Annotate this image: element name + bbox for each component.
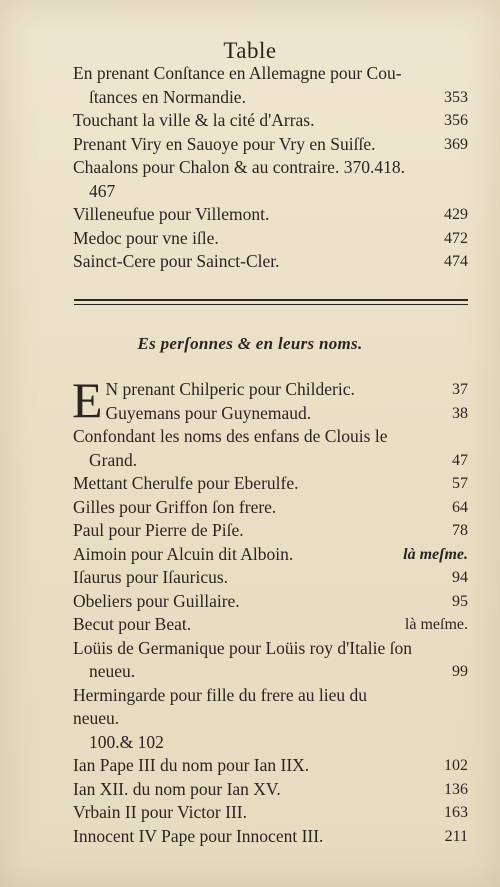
entry-text: Innocent IV Pape pour Innocent III.: [73, 825, 324, 846]
first-entry: [72, 372, 468, 428]
entry-text: Chaalons pour Chalon & au contraire. 370.418.: [73, 157, 405, 177]
page-number: 94: [452, 569, 468, 586]
entry-text: En prenant Conſtance en Allemagne pour Cou-: [73, 63, 402, 83]
entry-text: Gilles pour Griffon ſon frere.: [73, 496, 277, 517]
page-number: 163: [444, 804, 468, 821]
page-number: 472: [444, 229, 468, 247]
index-entry: [73, 613, 468, 637]
index-entry: [73, 402, 468, 426]
page-number: 102: [444, 757, 468, 774]
page-number: 64: [452, 498, 468, 516]
index-entry: [73, 227, 468, 251]
entry-text: Prenant Viry en Sauoye pour Vry en Suiſſe.: [73, 133, 376, 154]
index-entry: [73, 825, 468, 849]
section-divider-thin: [74, 304, 468, 305]
entry-text: Iſaurus pour Iſauricus.: [73, 567, 229, 587]
index-entry: [73, 684, 468, 755]
page-number: 38: [452, 404, 468, 422]
section-divider-thick: [74, 299, 468, 301]
entry-text: Vrbain II pour Victor III.: [73, 802, 247, 822]
entry-text: Paul pour Pierre de Piſe.: [73, 520, 244, 540]
index-entry: [73, 590, 468, 614]
entry-text: Villeneufue pour Villemont.: [73, 204, 270, 224]
entry-text: Ian Pape III du nom pour Ian IIX.: [73, 755, 310, 775]
entry-text: Becut pour Beat.: [73, 614, 192, 634]
entry-text: Hermingarde pour fille du frere au lieu du neueu.: [73, 684, 367, 728]
page-number: 47: [452, 451, 468, 469]
index-entry: [73, 156, 468, 203]
entry-text: Confondant les noms des enfans de Clouis le: [73, 426, 388, 446]
entry-continuation: 100.& 102: [89, 731, 164, 752]
index-entry: [73, 133, 468, 157]
index-entry: [73, 543, 468, 567]
index-entry: [73, 109, 468, 133]
index-entry: [73, 801, 468, 825]
place-index-list: [73, 62, 468, 274]
section-title: Es perſonnes & en leurs noms.: [137, 334, 363, 353]
entry-text: N prenant Chilperic pour Childeric.: [105, 379, 355, 399]
entry-continuation: neueu.: [89, 661, 136, 681]
page-number: 95: [452, 592, 468, 610]
entry-text: Medoc pour vne iſle.: [73, 227, 219, 248]
index-entry: [73, 472, 468, 496]
index-entry: [73, 778, 468, 802]
entry-text: Aimoin pour Alcuin dit Alboin.: [73, 543, 294, 564]
index-entry: [73, 566, 468, 590]
page-number: là meſme.: [403, 545, 468, 563]
page-number: 211: [444, 827, 468, 845]
page-number: 57: [452, 475, 468, 492]
page-number: 136: [444, 780, 468, 798]
page-number: 429: [444, 206, 468, 223]
entry-text: Touchant la ville & la cité d'Arras.: [73, 110, 315, 130]
entry-text: Loüis de Germanique pour Loüis roy d'Italie ſon: [73, 637, 412, 658]
index-entry: [73, 496, 468, 520]
drop-capital: E: [72, 372, 103, 428]
person-index-list: [73, 425, 468, 848]
index-entry: [73, 754, 468, 778]
index-entry: [73, 250, 468, 274]
index-entry: [73, 378, 468, 402]
page-number: 37: [452, 381, 468, 398]
entry-text: Ian XII. du nom pour Ian XV.: [73, 778, 281, 799]
page-number: 474: [444, 253, 468, 270]
page-number: 353: [444, 88, 468, 106]
entry-text: Obeliers pour Guillaire.: [73, 590, 240, 611]
index-entry: [73, 637, 468, 684]
page-number: là meſme.: [404, 616, 468, 633]
index-entry: [73, 519, 468, 543]
entry-text: Guyemans pour Guynemaud.: [105, 402, 312, 423]
entry-text: Sainct-Cere pour Sainct-Cler.: [73, 251, 280, 271]
running-head: Table: [223, 38, 277, 63]
page-number: 78: [452, 522, 468, 539]
entry-text: Mettant Cherulfe pour Eberulfe.: [73, 473, 299, 493]
index-entry: [73, 62, 468, 109]
page-number: 99: [452, 663, 468, 680]
index-entry: [73, 425, 468, 472]
entry-continuation: ſtances en Normandie.: [89, 86, 246, 107]
page-number: 356: [444, 112, 468, 129]
entry-continuation: 467: [89, 180, 116, 201]
page-number: 369: [444, 135, 468, 153]
entry-continuation: Grand.: [89, 449, 138, 470]
index-entry: [73, 203, 468, 227]
